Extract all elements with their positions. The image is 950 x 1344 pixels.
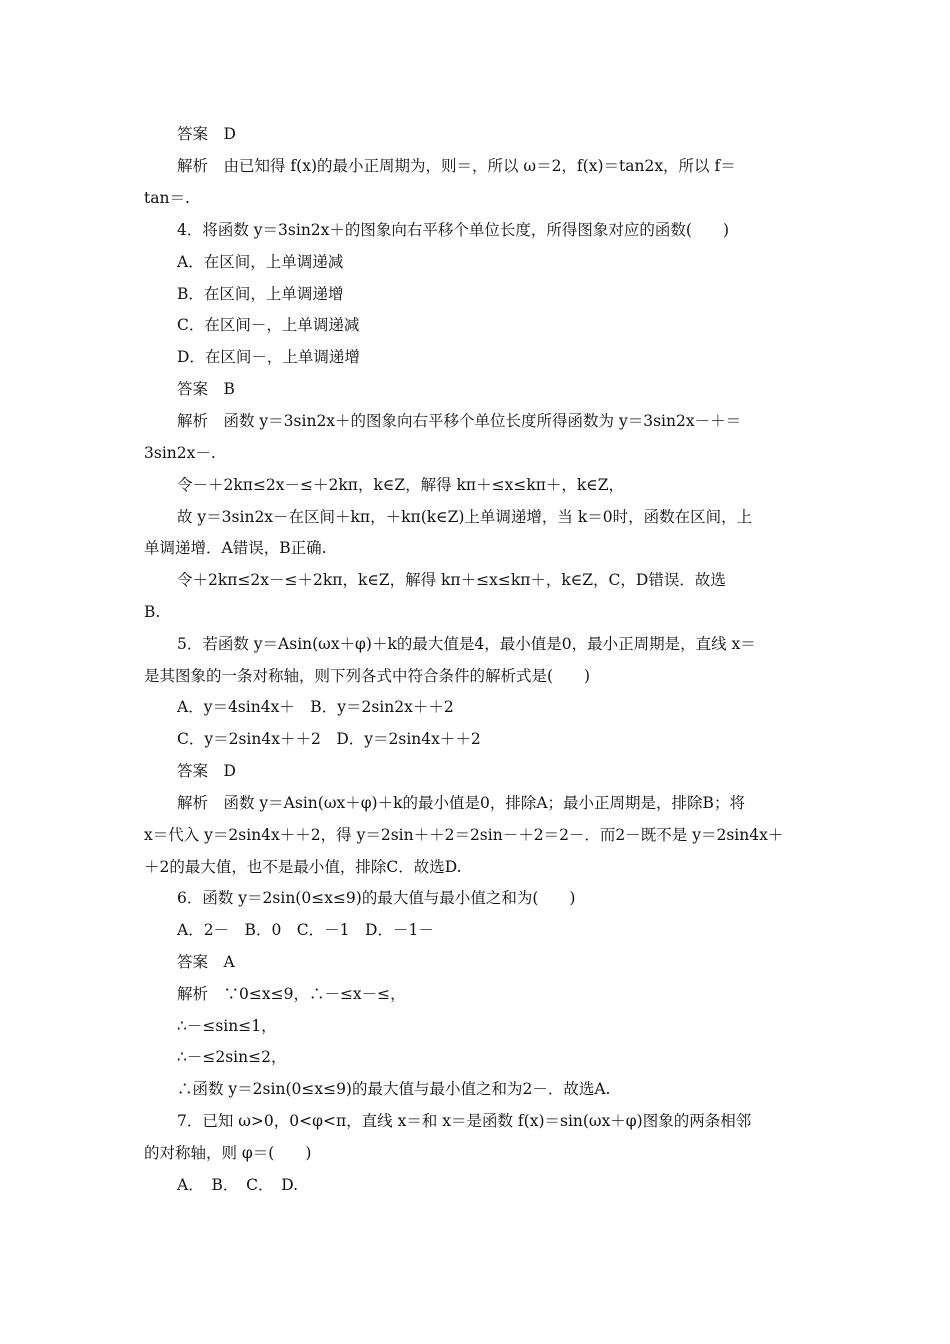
question-4-option-a: A．在区间，上单调递减 <box>177 253 344 271</box>
question-7-options: A． B． C． D. <box>177 1176 298 1194</box>
analysis-q5-line-3: ＋2的最大值，也不是最小值，排除C．故选D. <box>144 858 462 876</box>
question-6-options: A．2－ B．0 C．－1 D．－1－ <box>177 921 434 939</box>
answer-label-q4: 答案 B <box>177 380 235 398</box>
analysis-q3-line-2: tan＝. <box>144 189 190 207</box>
analysis-q4-line-1: 解析 函数 y＝3sin2x＋的图象向右平移个单位长度所得函数为 y＝3sin2x－＋＝ <box>177 412 742 430</box>
question-4-option-c: C．在区间－，上单调递减 <box>177 316 360 334</box>
analysis-q3-line-1: 解析 由已知得 f(x)的最小正周期为，则＝，所以 ω＝2，f(x)＝tan2x，所以 f＝ <box>177 157 736 175</box>
question-4-option-d: D．在区间－，上单调递增 <box>177 348 360 366</box>
analysis-q4-line-5: 单调递增．A错误，B正确. <box>144 539 327 557</box>
question-5-stem-line-2: 是其图象的一条对称轴，则下列各式中符合条件的解析式是( ) <box>144 667 591 685</box>
answer-label-q3: 答案 D <box>177 125 236 143</box>
answer-label-q5: 答案 D <box>177 762 236 780</box>
question-5-options-ab: A．y＝4sin4x＋ B．y＝2sin2x＋＋2 <box>177 698 454 716</box>
analysis-q6-line-3: ∴－≤2sin≤2， <box>177 1048 287 1066</box>
analysis-q5-line-1: 解析 函数 y＝Asin(ωx＋φ)＋k的最小值是0，排除A；最小正周期是，排除B；将 <box>177 794 745 812</box>
answer-label-q6: 答案 A <box>177 953 235 971</box>
question-5-options-cd: C．y＝2sin4x＋＋2 D．y＝2sin4x＋＋2 <box>177 730 481 748</box>
question-7-stem-line-1: 7．已知 ω>0，0<φ<π，直线 x＝和 x＝是函数 f(x)＝sin(ωx＋φ)图象的两条相邻 <box>177 1112 752 1130</box>
analysis-q4-line-2: 3sin2x－. <box>144 444 216 462</box>
question-6-stem: 6．函数 y＝2sin(0≤x≤9)的最大值与最小值之和为( ) <box>177 889 576 907</box>
analysis-q4-line-3: 令－＋2kπ≤2x－≤＋2kπ，k∈Z，解得 kπ＋≤x≤kπ＋，k∈Z， <box>177 476 625 494</box>
analysis-q4-line-7: B. <box>144 603 161 621</box>
analysis-q4-line-6: 令＋2kπ≤2x－≤＋2kπ，k∈Z，解得 kπ＋≤x≤kπ＋，k∈Z，C，D错误．故选 <box>177 571 726 589</box>
question-4-option-b: B．在区间，上单调递增 <box>177 285 344 303</box>
analysis-q6-line-1: 解析 ∵0≤x≤9，∴－≤x－≤， <box>177 985 406 1003</box>
analysis-q6-line-2: ∴－≤sin≤1， <box>177 1017 277 1035</box>
question-4-stem: 4．将函数 y＝3sin2x＋的图象向右平移个单位长度，所得图象对应的函数( ) <box>177 221 730 239</box>
analysis-q4-line-4: 故 y＝3sin2x－在区间＋kπ，＋kπ(k∈Z)上单调递增，当 k＝0时，函数在区间，上 <box>177 508 753 526</box>
analysis-q5-line-2: x＝代入 y＝2sin4x＋＋2，得 y＝2sin＋＋2＝2sin－＋2＝2－．而2－既不是 y＝2sin4x＋ <box>144 826 784 844</box>
question-5-stem-line-1: 5．若函数 y＝Asin(ωx＋φ)＋k的最大值是4，最小值是0，最小正周期是，直线 x＝ <box>177 635 756 653</box>
question-7-stem-line-2: 的对称轴，则 φ＝( ) <box>144 1144 312 1162</box>
analysis-q6-line-4: ∴函数 y＝2sin(0≤x≤9)的最大值与最小值之和为2－．故选A. <box>177 1080 611 1098</box>
